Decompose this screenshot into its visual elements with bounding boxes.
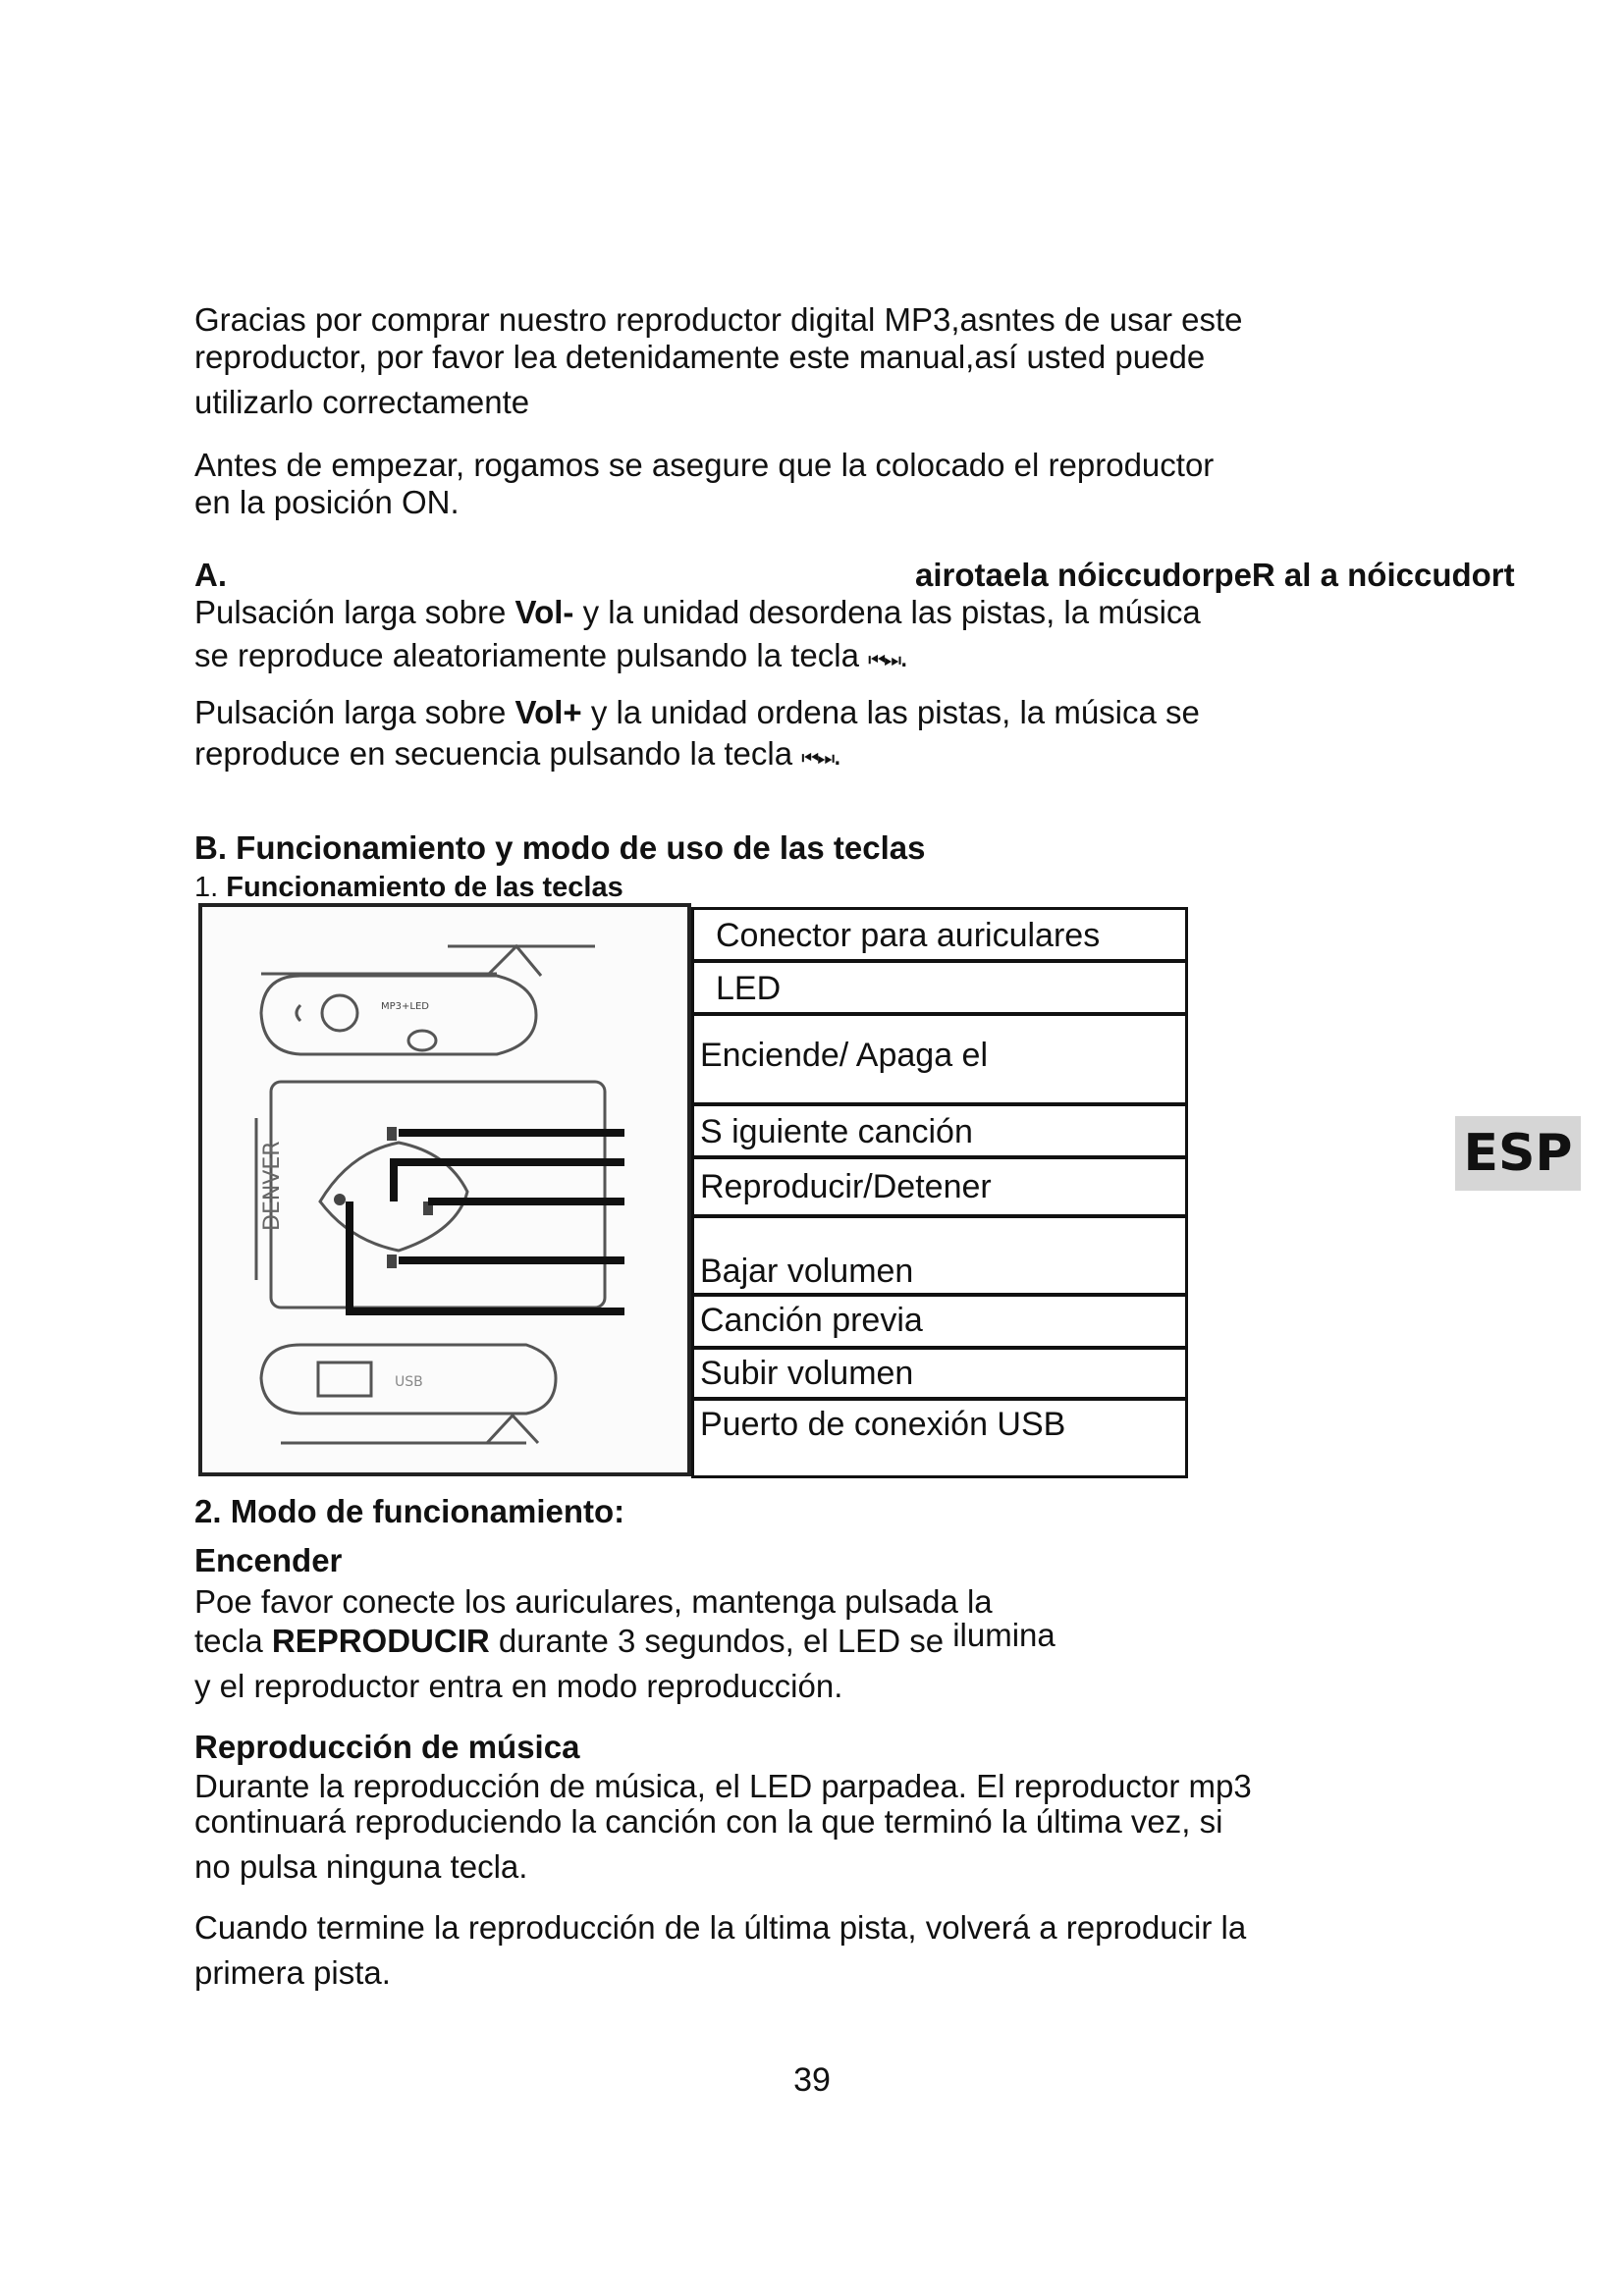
- intro-line-1: Gracias por comprar nuestro reproductor digital MP3,asntes de usar este: [194, 301, 1243, 338]
- section-a-line-1: Pulsación larga sobre Vol- y la unidad desordena las pistas, la música: [194, 594, 1201, 630]
- reproduccion-line-4: Cuando termine la reproducción de la última pista, volverá a reproducir la: [194, 1909, 1247, 1946]
- device-drawing: [202, 907, 687, 1472]
- label-previous-song: Canción previa: [691, 1294, 1188, 1349]
- page-number: 39: [793, 2061, 831, 2099]
- language-tab: ESP: [1455, 1116, 1581, 1191]
- keys-diagram: [198, 903, 1190, 1478]
- encender-line-1: Poe favor conecte los auriculares, mantenga pulsada la: [194, 1583, 993, 1620]
- section-a-title: airotaela nóiccudorpeR al a nóiccudort: [915, 557, 1515, 593]
- section-b-sub1: 1. Funcionamiento de las teclas: [194, 872, 623, 903]
- reproduccion-line-3: no pulsa ninguna tecla.: [194, 1848, 528, 1885]
- key-labels: [691, 903, 1190, 1478]
- encender-line-3: y el reproductor entra en modo reproducción.: [194, 1668, 843, 1704]
- section-a-line-2: se reproduce aleatoriamente pulsando la tecla ⏮⏭.: [194, 637, 909, 673]
- prev-next-key-icon: ⏮⏭: [801, 746, 834, 770]
- label-play-stop: Reproducir/Detener: [691, 1156, 1188, 1217]
- section-a-letter: A.: [194, 557, 227, 593]
- reproduccion-line-1: Durante la reproducción de música, el LED parpadea. El reproductor mp3: [194, 1768, 1252, 1804]
- device-usb-text: USB: [395, 1374, 423, 1390]
- section-a-line-4: reproduce en secuencia pulsando la tecla ⏮⏭.: [194, 735, 842, 772]
- label-led: LED: [691, 960, 1188, 1015]
- device-top-text: MP3+LED: [381, 1001, 429, 1012]
- label-volume-up: Subir volumen: [691, 1347, 1188, 1400]
- label-volume-down: Bajar volumen: [691, 1215, 1188, 1296]
- intro-line-5: en la posición ON.: [194, 484, 460, 520]
- intro-line-3: utilizarlo correctamente: [194, 384, 530, 420]
- section-a-line-3: Pulsación larga sobre Vol+ y la unidad ordena las pistas, la música se: [194, 694, 1200, 730]
- intro-line-2: reproductor, por favor lea detenidamente este manual,así usted puede: [194, 339, 1206, 375]
- device-illustration: [198, 903, 691, 1476]
- label-next-song: S iguiente canción: [691, 1103, 1188, 1158]
- reproduccion-title: Reproducción de música: [194, 1729, 580, 1765]
- label-usb-port: Puerto de conexión USB: [691, 1398, 1188, 1478]
- encender-title: Encender: [194, 1542, 343, 1578]
- intro-line-4: Antes de empezar, rogamos se asegure que la colocado el reproductor: [194, 447, 1215, 483]
- label-headphone-jack: Conector para auriculares: [691, 907, 1188, 962]
- device-brand-text: DENVER: [260, 1141, 285, 1231]
- section-2-title: 2. Modo de funcionamiento:: [194, 1493, 625, 1529]
- section-b-title: B. Funcionamiento y modo de uso de las teclas: [194, 829, 926, 866]
- encender-line-2: tecla REPRODUCIR durante 3 segundos, el LED se ilumina: [194, 1617, 1056, 1659]
- reproduccion-line-5: primera pista.: [194, 1954, 391, 1991]
- prev-next-key-icon: ⏮⏭: [868, 648, 900, 671]
- reproduccion-line-2: continuará reproduciendo la canción con la que terminó la última vez, si: [194, 1803, 1223, 1840]
- label-power: Enciende/ Apaga el: [691, 1013, 1188, 1105]
